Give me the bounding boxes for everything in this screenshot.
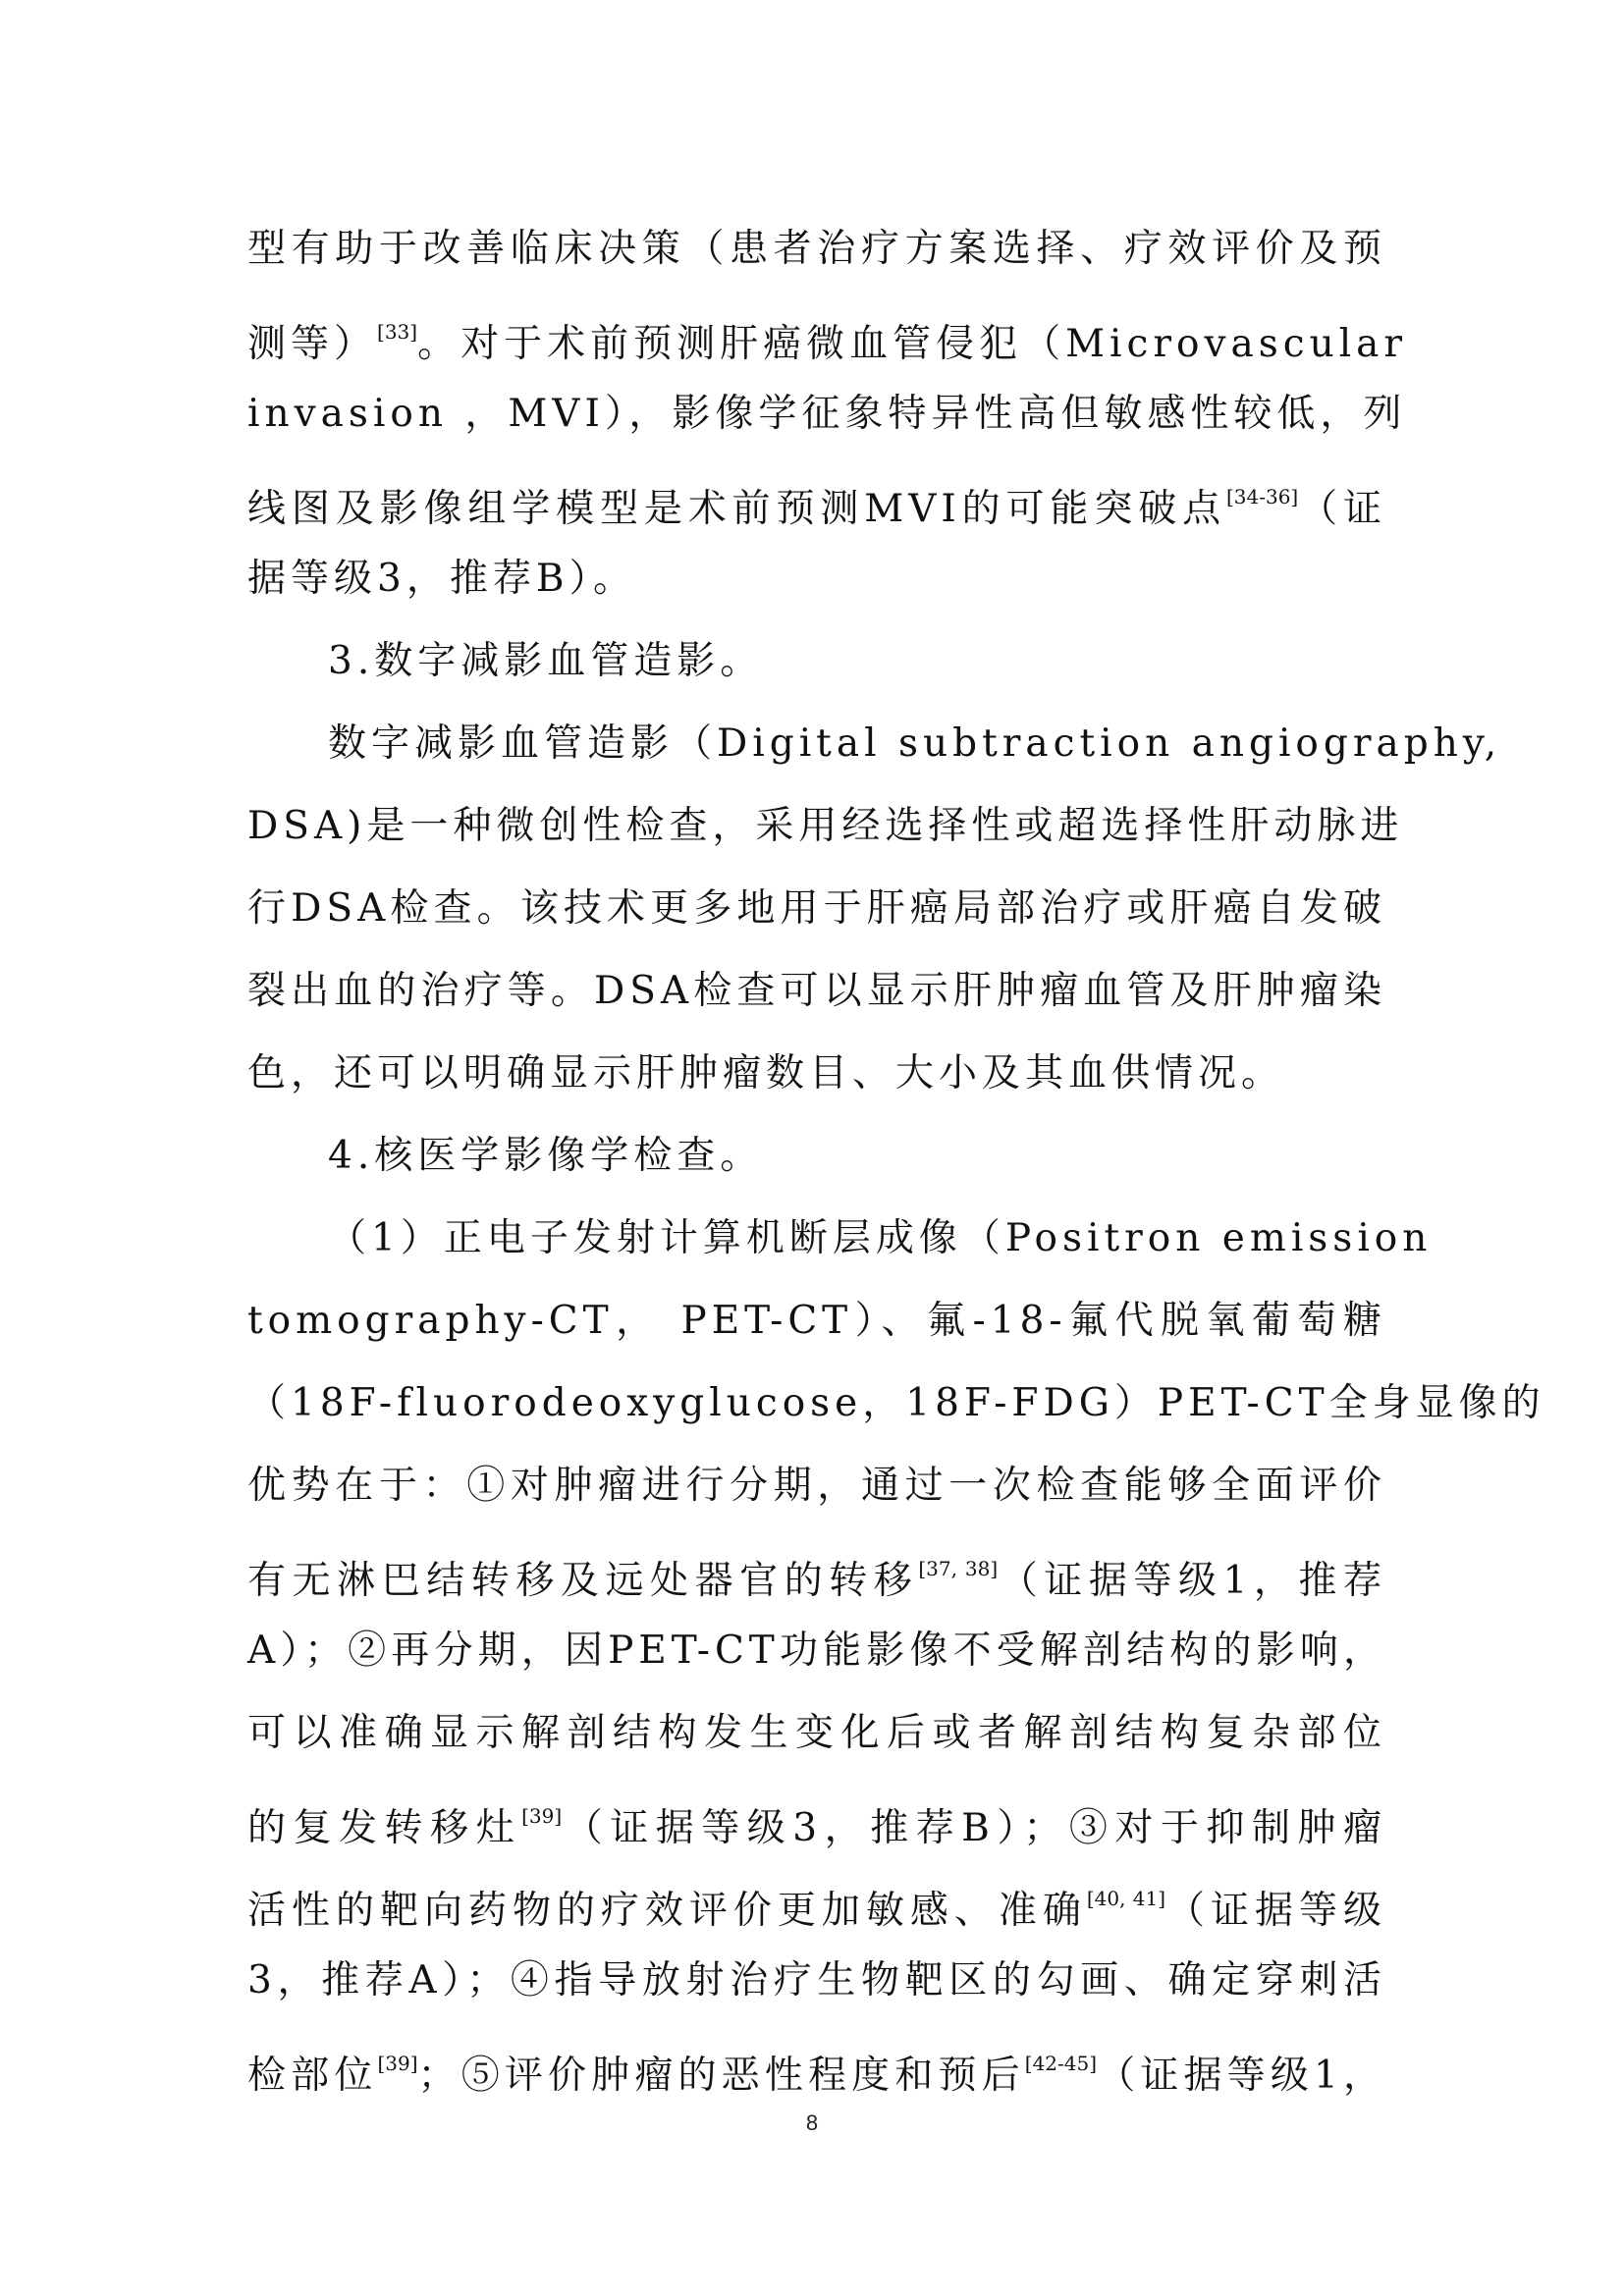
text-line: 活性的靶向药物的疗效评价更加敏感、准确[40, 41]（证据等级 — [247, 1887, 1386, 1933]
text-line: 可以准确显示解剖结构发生变化后或者解剖结构复杂部位 — [247, 1711, 1386, 1755]
text-line: 线图及影像组学模型是术前预测MVI的可能突破点[34-36]（证 — [247, 485, 1386, 531]
text-line: 数字减影血管造影（Digital subtraction angiography, — [328, 721, 1502, 766]
page-number: 8 — [805, 2110, 819, 2135]
text-line: （18F-fluorodeoxyglucose，18F-FDG）PET-CT全身显像的 — [247, 1381, 1545, 1425]
text-line: 裂出血的治疗等。DSA检查可以显示肝肿瘤血管及肝肿瘤染 — [247, 969, 1386, 1013]
text-line: 检部位[39]；⑤评价肿瘤的恶性程度和预后[42-45]（证据等级1， — [247, 2052, 1386, 2098]
text-line: invasion ，MVI），影像学征象特异性高但敏感性较低，列 — [247, 392, 1407, 436]
text-line: A）；②再分期，因PET-CT功能影像不受解剖结构的影响， — [247, 1629, 1386, 1673]
text-line: 色，还可以明确显示肝肿瘤数目、大小及其血供情况。 — [247, 1051, 1285, 1095]
section-heading: 3.数字减影血管造影。 — [328, 639, 764, 683]
text-line: 据等级3，推荐B）。 — [247, 557, 636, 601]
text-line: 有无淋巴结转移及远处器官的转移[37, 38]（证据等级1，推荐 — [247, 1557, 1386, 1603]
citation: [39] — [377, 2052, 418, 2075]
citation: [33] — [377, 320, 418, 344]
section-heading: 4.核医学影像学检查。 — [328, 1134, 764, 1178]
text-line: （1）正电子发射计算机断层成像（Positron emission — [328, 1216, 1433, 1260]
citation: [40, 41] — [1086, 1887, 1166, 1910]
text-line: 行DSA检查。该技术更多地用于肝癌局部治疗或肝癌自发破 — [247, 886, 1386, 931]
citation: [34-36] — [1225, 485, 1299, 508]
text-line: DSA)是一种微创性检查，采用经选择性或超选择性肝动脉进 — [247, 804, 1404, 848]
text-line: 3，推荐A）；④指导放射治疗生物靶区的勾画、确定穿刺活 — [247, 1958, 1386, 2002]
text-line: 测等）[33]。对于术前预测肝癌微血管侵犯（Microvascular — [247, 320, 1408, 366]
text-line: tomography-CT， PET-CT）、氟-18-氟代脱氧葡萄糖 — [247, 1299, 1386, 1343]
citation: [39] — [521, 1804, 563, 1828]
text-line: 优势在于：①对肿瘤进行分期，通过一次检查能够全面评价 — [247, 1464, 1386, 1508]
text-line: 型有助于改善临床决策（患者治疗方案选择、疗效评价及预 — [247, 227, 1386, 271]
citation: [37, 38] — [918, 1557, 999, 1580]
text-line: 的复发转移灶[39]（证据等级3，推荐B）；③对于抑制肿瘤 — [247, 1804, 1386, 1850]
citation: [42-45] — [1024, 2052, 1098, 2075]
